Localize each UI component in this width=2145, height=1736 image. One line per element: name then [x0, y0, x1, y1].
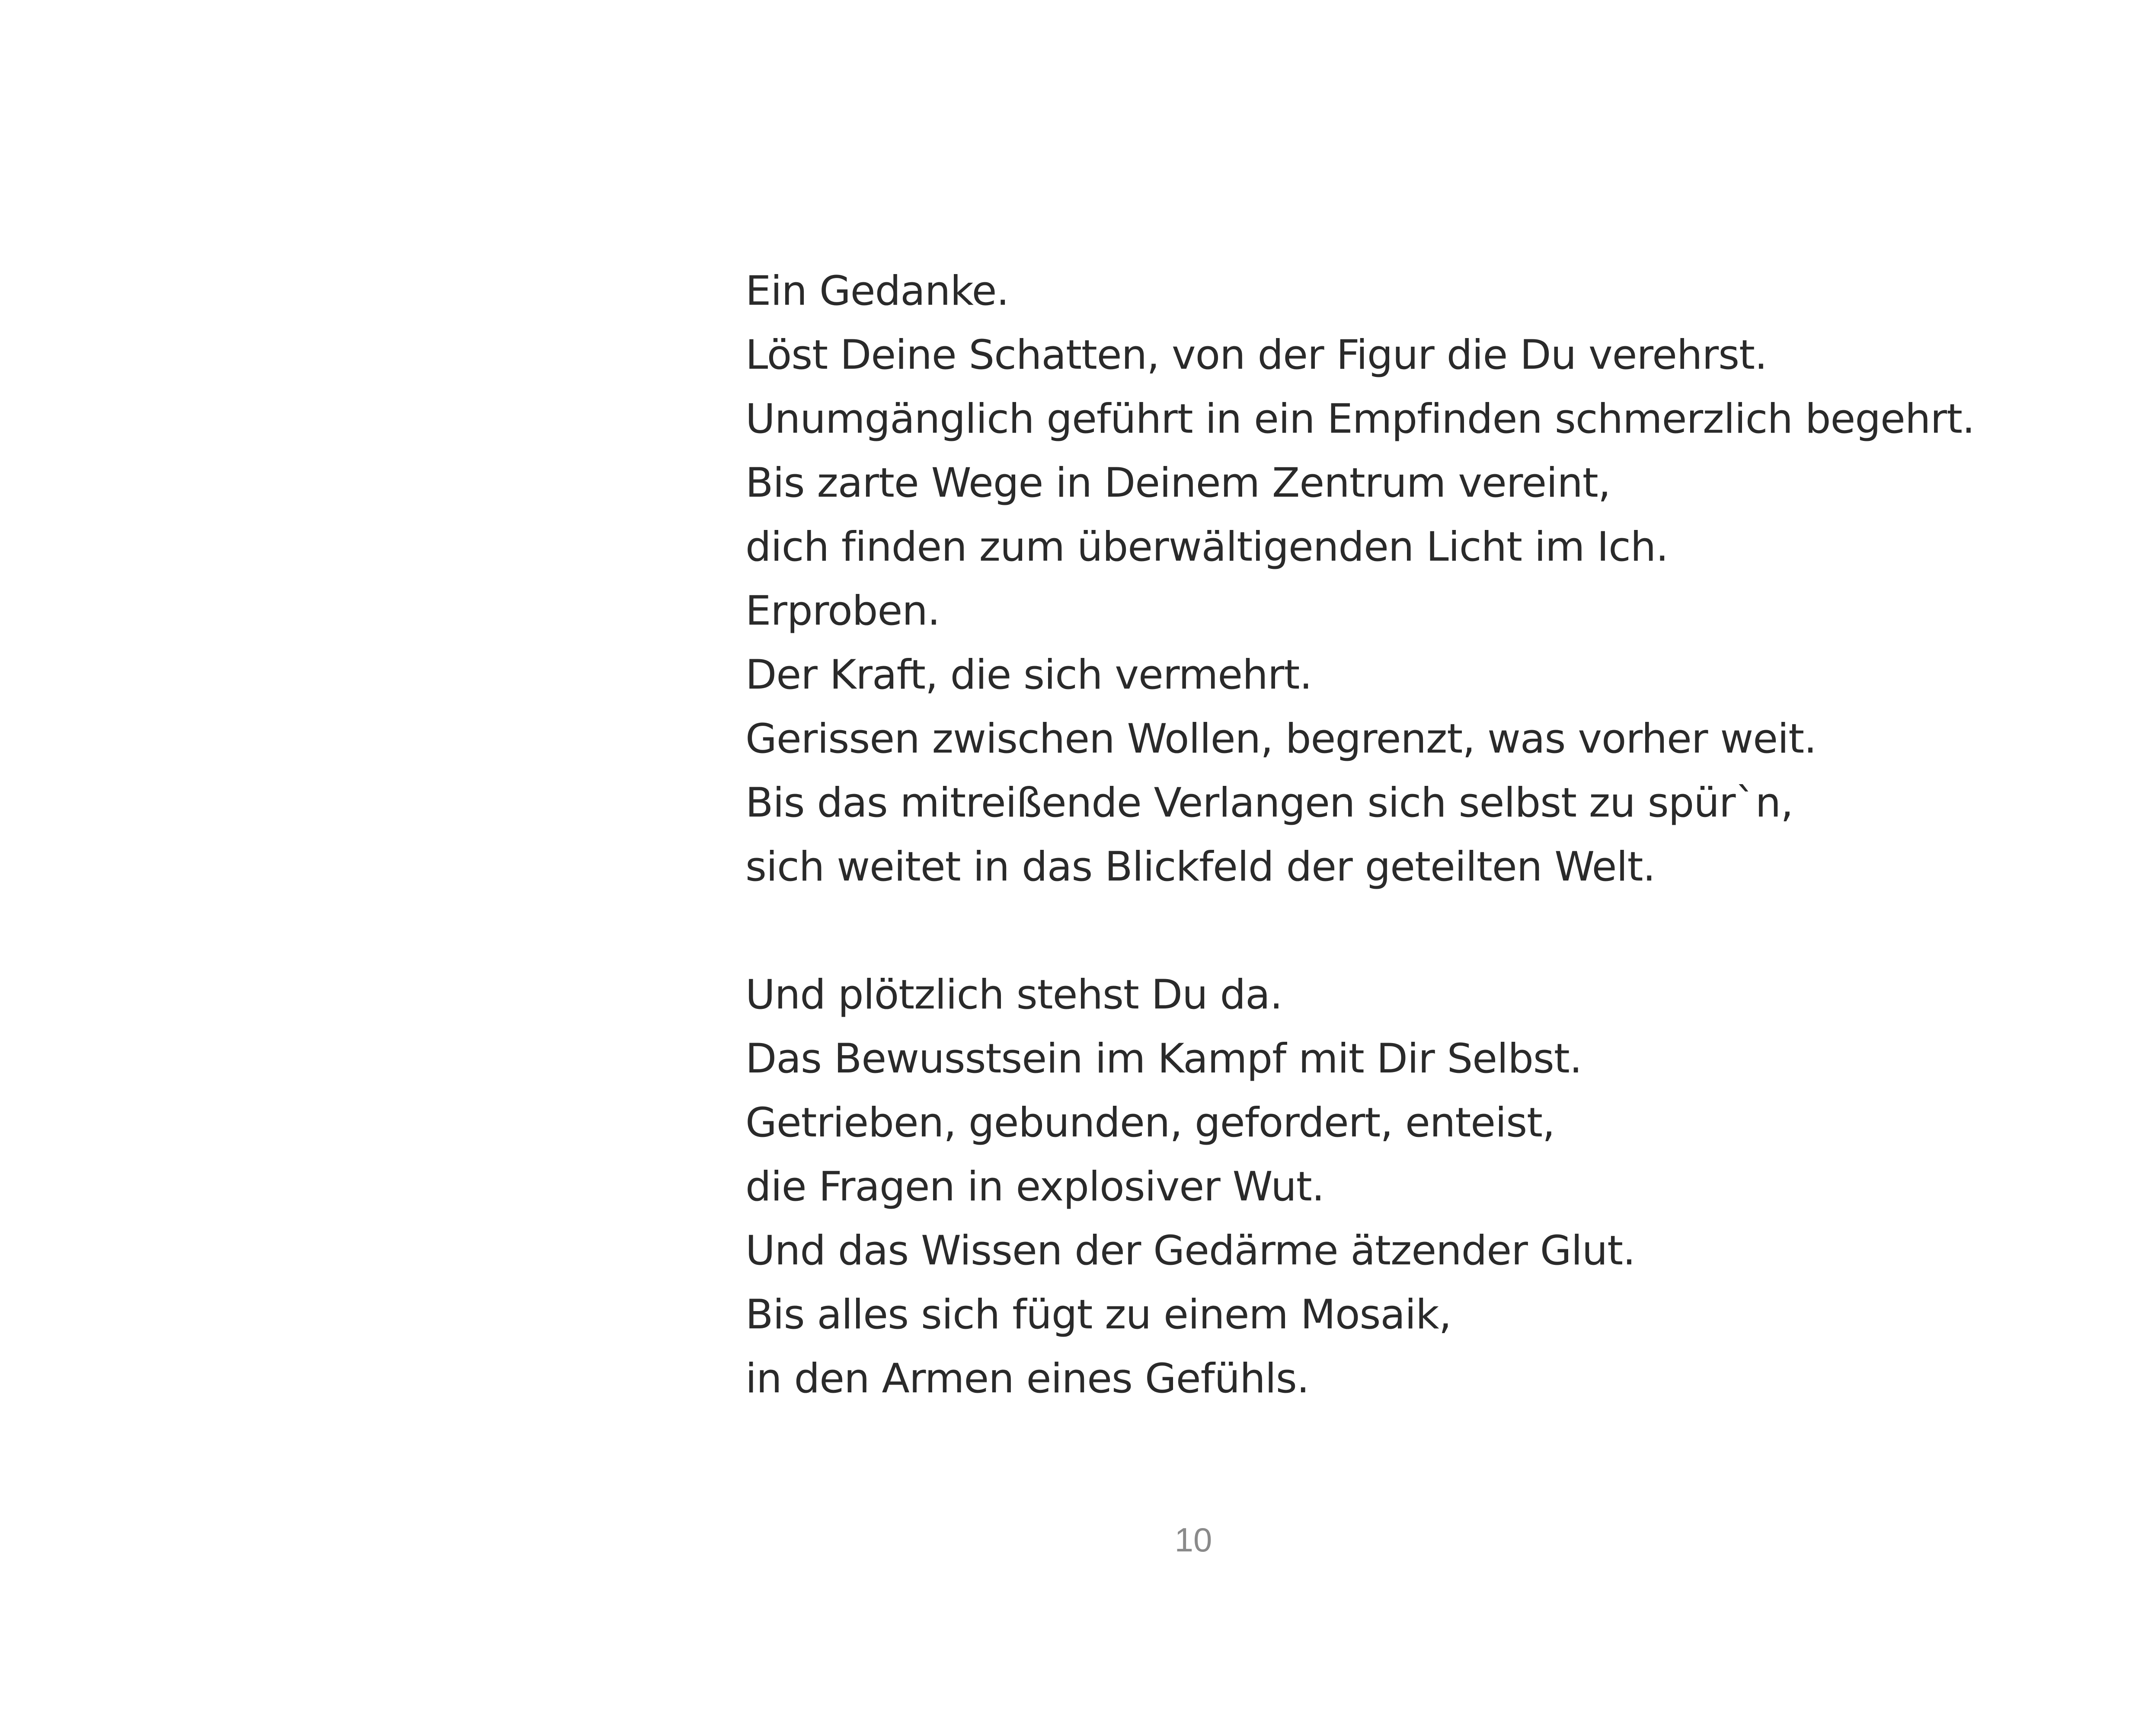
poem-line: sich weitet in das Blickfeld der geteilten Welt. [745, 843, 1656, 890]
poem-line: Gerissen zwischen Wollen, begrenzt, was vorher weit. [745, 715, 1816, 763]
poem-line: Und das Wissen der Gedärme ätzender Glut. [745, 1227, 1636, 1274]
poem-line: die Fragen in explosiver Wut. [745, 1163, 1324, 1210]
poem-line: Der Kraft, die sich vermehrt. [745, 651, 1312, 699]
poem-line: Und plötzlich stehst Du da. [745, 971, 1282, 1018]
poem-line: Ein Gedanke. [745, 268, 1009, 315]
poem-line: Löst Deine Schatten, von der Figur die Du verehrst. [745, 332, 1767, 379]
poem-line: in den Armen eines Gefühls. [745, 1355, 1309, 1402]
poem-line: Unumgänglich geführt in ein Empfinden schmerzlich begehrt. [745, 396, 1975, 443]
poem-line: Bis alles sich fügt zu einem Mosaik, [745, 1291, 1451, 1338]
poem-line: Erproben. [745, 587, 940, 635]
page-number: 10 [1174, 1521, 1212, 1559]
poem-line: Getrieben, gebunden, gefordert, enteist, [745, 1099, 1555, 1146]
poem-line: Das Bewusstsein im Kampf mit Dir Selbst. [745, 1035, 1582, 1082]
poem-line: Bis das mitreißende Verlangen sich selbst zu spür`n, [745, 779, 1793, 827]
stanza-2 [745, 963, 2129, 1411]
poem [745, 259, 2129, 1411]
poem-line: dich finden zum überwältigenden Licht im Ich. [745, 523, 1669, 571]
stanza-1 [745, 259, 2129, 899]
poem-line: Bis zarte Wege in Deinem Zentrum vereint, [745, 460, 1611, 507]
